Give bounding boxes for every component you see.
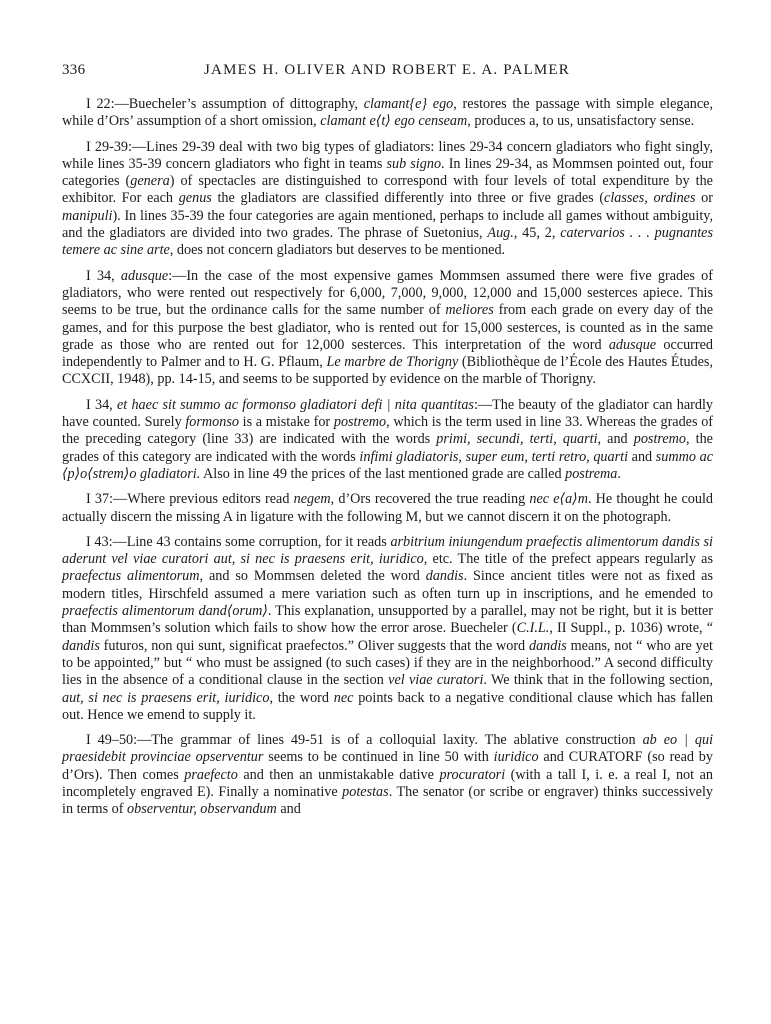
text-run: occurred independently to Palmer and to H. G. Pflaum, [62,336,713,371]
text-run: and CURATORF (so read by d’Ors). Then comes [62,749,713,783]
italic-text: praefectus alimentorum [62,568,200,585]
paragraph [62,491,713,526]
italic-text: procuratori [439,766,506,783]
italic-text: et haec sit summo ac formonso gladiatori defi | nita quantitas [116,396,474,413]
text-run: , restores the passage with simple elegance, while d’Ors’ assumption of a short omission, [62,96,713,130]
italic-text: dandis [425,568,464,585]
text-run: means, not “ who are yet to be appointed,” but “ who must be assigned (to such cases) if they are in the neighborhood.” A second difficulty lies in the absence of a conditional clause in the section [62,637,713,689]
paragraph [62,96,713,131]
text-run: futuros, non qui sunt, significat praefectos.” Oliver suggests that the word [99,637,529,654]
italic-text: infimi gladiatoris, super eum, terti retro, quarti [359,448,629,465]
italic-text: nec [333,689,354,706]
text-run: , the grades of this category are indicated with the words [62,431,713,465]
text-run: . In lines 29-34, as Mommsen pointed out, four categories ( [62,155,714,190]
italic-text: praefecto [184,766,238,783]
text-run: . Since ancient titles were not as fixed as modern titles, Hirschfeld assumed a mere variation such as often turn up in inscriptions, and he emended to [62,568,713,602]
italic-text: dandis [62,637,100,654]
text-run: , which is the term used in line 33. Whereas the grades of the preceding category (line 33) are indicated with the words [62,414,714,448]
text-run: the gladiators are classified differently into three or five grades ( [211,190,605,207]
text-run: , d’Ors recovered the true reading [330,491,530,508]
italic-text: observentur, observandum [127,801,277,818]
text-run: . This explanation, unsupported by a parallel, may not be right, but it is better than Mommsen’s solution which fails to show how the error arose. Buecheler ( [62,603,713,637]
text-run: (Bibliothèque de l’École des Hautes Études, CCXCII, 1948), pp. 14-15, and seems to be supported by evidence on the marble of Thorigny. [62,354,713,388]
italic-text: praefectis alimentorum dand⟨orum⟩ [62,603,268,620]
italic-text: dandis [528,637,567,654]
italic-text: postremo [333,414,387,431]
italic-text: manipuli [62,207,113,224]
text-run: , the word [269,689,334,706]
paragraph [62,534,713,724]
text-run: , and so Mommsen deleted the word [199,568,426,585]
italic-text: aut, si nec is praesens erit, iuridico [62,689,270,706]
italic-text: vel viae curatori [388,672,484,689]
text-run: Also in line 49 the prices of the last mentioned grade are called [200,465,566,482]
text-run: , does not concern gladiators but deserves to be mentioned. [169,242,506,259]
text-run: . We think that in the following section, [483,672,714,689]
italic-text: catervarios . . . pugnantes temere ac sine arte [62,225,714,259]
italic-text: formonso [185,414,239,431]
italic-text: clamant{e} ego [363,96,454,112]
text-run: . [617,465,621,482]
paragraph [62,139,713,260]
text-run: from each grade on every day of the games, and for this purpose the best gladiator, who is rented out for 15,000 sesterces, is counted as in the same grade as those who are rented out for 12,000 sesterces. This interpretation of the word [62,302,713,353]
italic-text: classes, ordines [604,190,696,207]
italic-text: genera [130,173,170,190]
italic-text: primi, secundi, terti, quarti, [436,431,602,448]
italic-text: postrema [565,465,618,482]
italic-text: meliores [445,302,494,319]
italic-text: potestas [342,783,389,800]
text-run: :—The beauty of the gladiator can hardly have counted. Surely [62,396,713,431]
italic-text: adusque [120,267,169,284]
text-run: :—In the case of the most expensive games Mommsen assumed there were five grades of gladiators, who were rented out respectively for 6,000, 7,000, 9,000, 12,000 and 15,000 sesterces apiece. This seems to be true, but the ordinance calls for the same number of [62,267,713,319]
italic-text: Aug. [487,225,514,242]
text-run: I 29-39:—Lines 29-39 deal with two big types of gladiators: lines 29-34 concern gladiators who fight singly, while lines 35-39 concern gladiators who fight in teams [62,138,713,172]
text-run: , etc. The title of the prefect appears regularly as [423,551,713,568]
text-run: I 37:—Where previous editors read [86,491,294,508]
text-run: points back to a negative conditional clause which has fallen out. Hence we emend to supply it. [62,689,714,723]
text-run: , II Suppl., p. 1036) wrote, “ [549,620,714,637]
text-run: (with a tall I, i. e. a real I, not an incompletely engraved E). Finally a nominative [62,766,713,800]
italic-text: nec e⟨a⟩m [529,491,588,508]
page-header [62,62,712,86]
text-run: and [601,431,634,448]
text-run: and then an unmistakable dative [237,766,440,783]
text-run: and [276,801,301,818]
paragraph [62,397,713,483]
italic-text: sub signo [386,155,442,172]
text-run: . The senator (or scribe or engraver) thinks successively in terms of [62,783,713,818]
text-run: and [628,448,656,465]
italic-text: adusque [608,336,657,353]
article-body [62,96,713,827]
paragraph [62,732,713,818]
italic-text: negem [293,491,331,508]
italic-text: ab eo | qui praesidebit provinciae opserventur [62,732,714,766]
italic-text: genus [178,190,212,207]
italic-text: postremo [633,431,687,448]
text-run: seems to be continued in line 50 with [263,749,494,766]
running-head: JAMES H. OLIVER AND ROBERT E. A. PALMER [204,62,570,78]
text-run: ) of spectacles are distinguished to correspond with four levels of total expenditure by the exhibitor. For each [62,173,713,207]
text-run: I 49–50:—The grammar of lines 49-51 is of a colloquial laxity. The ablative construction [86,732,643,749]
italic-text: summo ac ⟨p⟩o⟨strem⟩o gladiatori. [62,448,714,482]
text-run: I 34, [86,396,117,413]
italic-text: iuridico [493,749,539,766]
text-run: , 45, 2, [513,225,561,242]
italic-text: C.I.L. [516,620,550,637]
text-run: I 43:—Line 43 contains some corruption, for it reads [86,533,391,550]
italic-text: arbitrium iniungendum praefectis alimentorum dandis si aderunt vel viae curatori aut, si nec is praesens erit, iuridico [62,533,713,568]
text-run: is a mistake for [238,414,334,431]
italic-text: Le marbre de Thorigny [326,354,459,371]
text-run: , produces a, to us, unsatisfactory sense. [467,113,695,130]
page-number: 336 [62,62,86,78]
text-run: I 34, [86,267,121,284]
text-run: . He thought he could actually discern the missing A in ligature with the following M, but we cannot discern it on the photograph. [62,491,713,525]
text-run: or [695,190,713,207]
text-run: I 22:—Buecheler’s assumption of dittography, [86,96,364,112]
paragraph [62,268,713,389]
text-run: ). In lines 35-39 the four categories are again mentioned, perhaps to include all games without ambiguity, and the gladiators are divided into two grades. The phrase of Suetonius, [62,207,713,242]
italic-text: clamant e⟨t⟩ ego censeam [320,113,468,130]
